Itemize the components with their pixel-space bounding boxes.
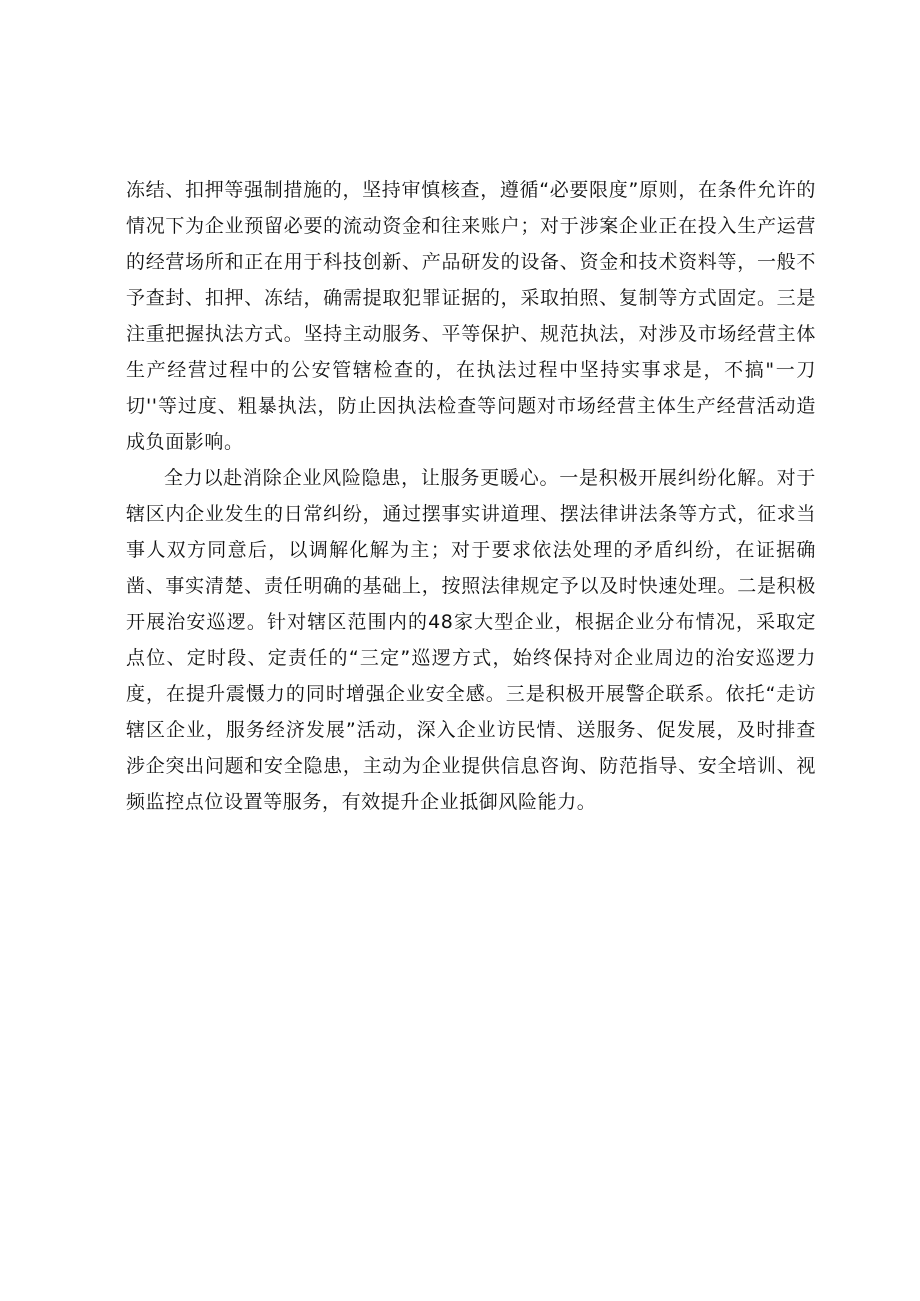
paragraph-risk-elimination: 全力以赴消除企业风险隐患，让服务更暖心。一是积极开展纠纷化解。对于辖区内企业发生的日常纠纷，通过摆事实讲道理、摆法律讲法条等方式，征求当事人双方同意后，以调解化解为主；对于要求依法处理的矛盾纠纷，在证据确凿、事实清楚、责任明确的基础上，按照法律规定予以及时快速处理。二是积极开展治安巡逻。针对辖区范围内的48家大型企业，根据企业分布情况，采取定点位、定时段、定责任的“三定”巡逻方式，始终保持对企业周边的治安巡逻力度，在提升震慑力的同时增强企业安全感。三是积极开展警企联系。依托“走访辖区企业，服务经济发展”活动，深入企业访民情、送服务、促发展，及时排查涉企突出问题和安全隐患，主动为企业提供信息咨询、防范指导、安全培训、视频监控点位设置等服务，有效提升企业抵御风险能力。 [126, 467, 816, 813]
paragraph-continued: 冻结、扣押等强制措施的，坚持审慎核查，遵循“必要限度”原则，在条件允许的情况下为企业预留必要的流动资金和往来账户；对于涉案企业正在投入生产运营的经营场所和正在用于科技创新、产品研发的设备、资金和技术资料等，一般不予查封、扣押、冻结，确需提取犯罪证据的，采取拍照、复制等方式固定。三是注重把握执法方式。坚持主动服务、平等保护、规范执法，对涉及市场经营主体生产经营过程中的公安管辖检查的，在执法过程中坚持实事求是，不搞"一刀切''等过度、粗暴执法，防止因执法检查等问题对市场经营主体生产经营活动造成负面影响。 [126, 179, 816, 453]
document-body [126, 172, 816, 820]
